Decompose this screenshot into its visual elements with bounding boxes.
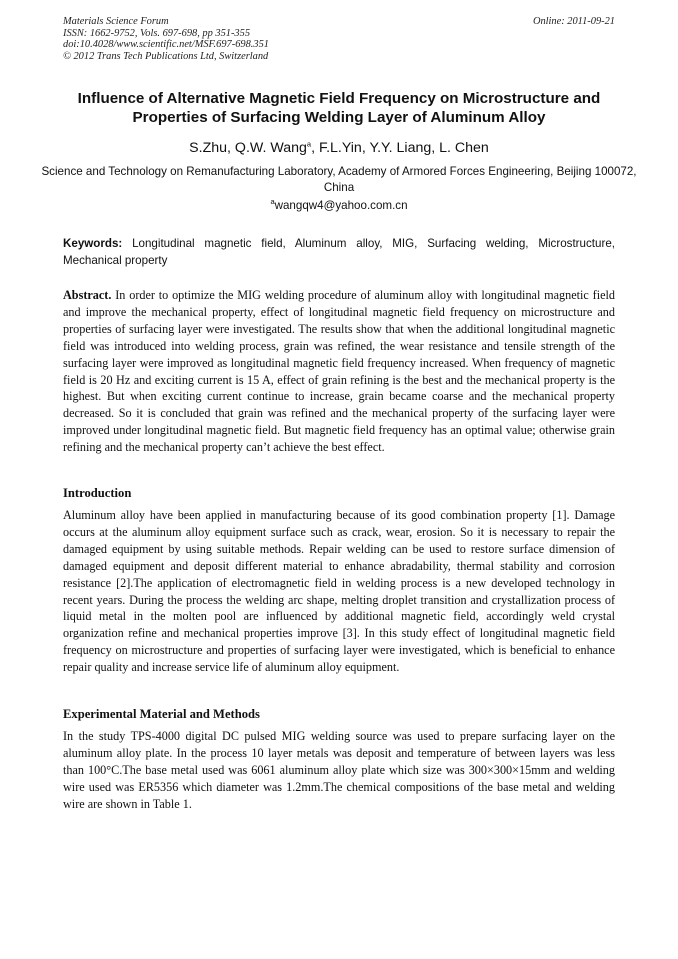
abstract bbox=[63, 287, 615, 456]
issn-line: ISSN: 1662-9752, Vols. 697-698, pp 351-355 bbox=[63, 27, 251, 39]
author-email bbox=[40, 198, 638, 214]
journal-name: Materials Science Forum bbox=[63, 16, 169, 27]
email-superscript: a bbox=[270, 197, 275, 207]
author-superscript: a bbox=[306, 139, 312, 149]
copyright-line: © 2012 Trans Tech Publications Ltd, Switzerland bbox=[63, 50, 269, 62]
author-list bbox=[40, 139, 638, 157]
abstract-label: Abstract. bbox=[63, 288, 112, 302]
abstract-text: In order to optimize the MIG welding procedure of aluminum alloy with longitudinal magnetic field and improve the mechanical property, effect of longitudinal magnetic field frequency on microstructure and properties of surfacing layer were investigated. The results show that when the additional longitudinal magnetic field was introduced into welding process, grain was refined, the wear resistance and tensile strength of the surfacing layer were improved as longitudinal magnetic field frequency increased. When frequency of magnetic field is 20 Hz and exciting current is 15 A, effect of grain refining is the best and the mechanical property is the highest. But when exciting current continue to increase, grain became coarse and the mechanical property decreased. So it is concluded that grain was refined and the mechanical property of the surfacing layer were improved under longitudinal magnetic field. But magnetic field frequency has an optimal value; otherwise grain refining and the mechanical property can’t achieve the best effect. bbox=[63, 288, 615, 455]
introduction-heading: Introduction bbox=[63, 486, 132, 500]
keywords bbox=[63, 236, 615, 269]
methods-heading: Experimental Material and Methods bbox=[63, 707, 260, 721]
online-date: Online: 2011-09-21 bbox=[532, 16, 615, 27]
doi-line: doi:10.4028/www.scientific.net/MSF.697-698.351 bbox=[63, 39, 269, 50]
affiliation: Science and Technology on Remanufacturing Laboratory, Academy of Armored Forces Engineering, Beijing 100072, China bbox=[41, 165, 637, 194]
introduction-paragraph: Aluminum alloy have been applied in manufacturing because of its good combination property [1]. Damage occurs at the aluminum alloy equipment surface such as crack, wear, erosion. So it is necessary to repair the damaged equipment by using suitable methods. Repair welding can be used to restore surface dimension of damaged equipment and deposit different material to enhance abradability, thermal stability and corrosion resistance [2].The application of electromagnetic field in welding process is a new developed technology in recent years. During the process the welding arc shape, melting droplet transition and crystallization process of liquid metal in the molten pool are influenced by additional magnetic field, accordingly weld crystal organization refine and mechanical properties improve [3]. In this study effect of longitudinal magnetic field frequency on microstructure and properties of surfacing layer were investigated, which is beneficial to enhance repair quality and increase service life of aluminum alloy equipment. bbox=[63, 508, 615, 675]
keywords-text: Longitudinal magnetic field, Aluminum alloy, MIG, Surfacing welding, Microstructure, Mechanical property bbox=[63, 237, 615, 267]
paper-title: Influence of Alternative Magnetic Field Frequency on Microstructure and Properties of Surfacing Welding Layer of Aluminum Alloy bbox=[77, 90, 601, 126]
authors-part1: S.Zhu, Q.W. Wang bbox=[189, 140, 307, 156]
email-address: wangqw4@yahoo.com.cn bbox=[274, 199, 408, 212]
keywords-label: Keywords: bbox=[63, 237, 123, 250]
journal-header bbox=[63, 16, 269, 62]
authors-part2: , F.L.Yin, Y.Y. Liang, L. Chen bbox=[311, 140, 489, 156]
methods-paragraph: In the study TPS-4000 digital DC pulsed MIG welding source was used to prepare surfacing layer on the aluminum alloy plate. In the process 10 layer metals was deposit and temperature of between layers was less than 100°C.The base metal used was 6061 aluminum alloy plate which size was 300×300×15mm and welding wire used was ER5356 which diameter was 1.2mm.The chemical compositions of the base metal and welding wire are shown in Table 1. bbox=[63, 729, 615, 811]
